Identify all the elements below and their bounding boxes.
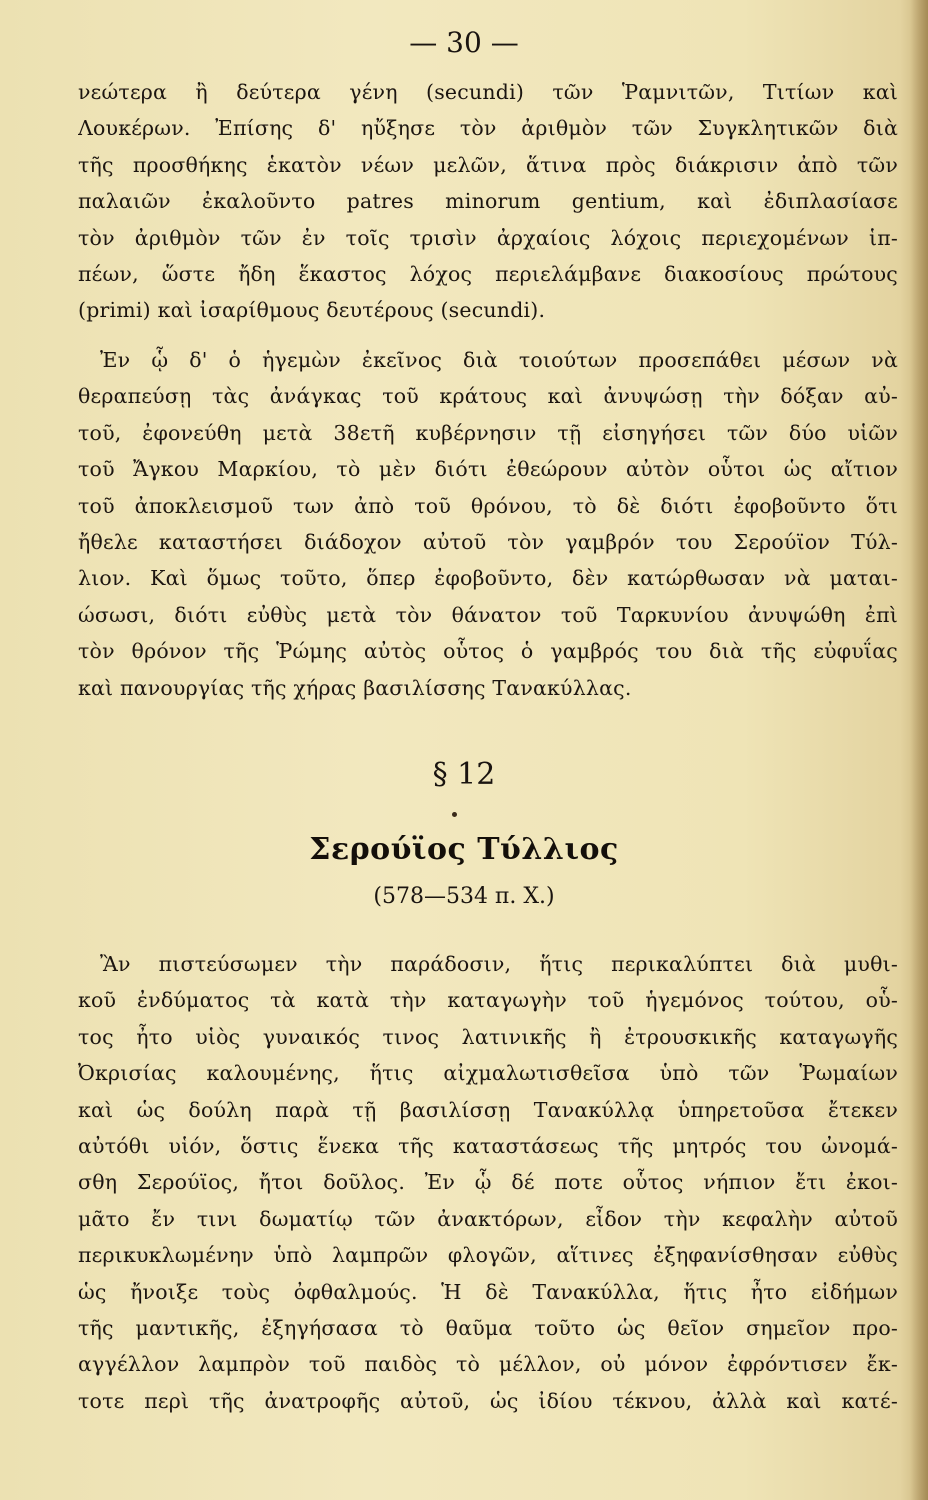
text-line: τῆς προσθήκης ἑκατὸν νέων μελῶν, ἅτινα πρὸς διάκρισιν ἀπὸ τῶν <box>78 152 898 177</box>
text-line: τοῦ Ἄγκου Μαρκίου, τὸ μὲν διότι ἐθεώρουν αὐτὸν οὗτοι ὡς αἴτιον <box>78 457 898 482</box>
text-line: αὐτόθι υἱόν, ὅστις ἕνεκα τῆς καταστάσεως τῆς μητρός του ὠνομά- <box>78 1133 898 1158</box>
text-line: μᾶτο ἔν τινι δωματίῳ τῶν ἀνακτόρων, εἶδον τὴν κεφαλὴν αὐτοῦ <box>78 1206 898 1231</box>
text-line: αγγέλλον λαμπρὸν τοῦ παιδὸς τὸ μέλλον, οὐ μόνον ἐφρόντισεν ἔκ- <box>78 1352 898 1377</box>
text-line: τοῦ ἀποκλεισμοῦ των ἀπὸ τοῦ θρόνου, τὸ δὲ διότι ἐφοβοῦντο ὅτι <box>78 493 898 518</box>
section-dates: (578—534 π. Χ.) <box>373 884 555 909</box>
section-number: § 12 <box>432 757 496 792</box>
text-line: Ὀκρισίας καλουμένης, ἥτις αἰχμαλωτισθεῖσα ὑπὸ τῶν Ῥωμαίων <box>78 1061 898 1086</box>
text-line: νεώτερα ἢ δεύτερα γένη (secundi) τῶν Ῥαμνιτῶν, Τιτίων καὶ <box>78 80 898 104</box>
text-line: τοτε περὶ τῆς ἀνατροφῆς αὐτοῦ, ὡς ἰδίου τέκνου, ἀλλὰ καὶ κατέ- <box>78 1388 898 1413</box>
text-line: ώσωσι, διότι εὐθὺς μετὰ τὸν θάνατον τοῦ Ταρκυνίου ἀνυψώθη ἐπὶ <box>78 602 898 627</box>
page-number: — 30 — <box>409 26 519 59</box>
text-line: λιον. Καὶ ὅμως τοῦτο, ὅπερ ἐφοβοῦντο, δὲν κατώρθωσαν νὰ μαται- <box>78 566 898 591</box>
ink-dot <box>452 812 457 817</box>
text-line: καὶ ὡς δούλη παρὰ τῇ βασιλίσσῃ Τανακύλλᾳ ὑπηρετοῦσα ἔτεκεν <box>78 1097 898 1122</box>
text-line: καὶ πανουργίας τῆς χήρας βασιλίσσης Τανακύλλας. <box>78 675 632 700</box>
text-line: περικυκλωμένην ὑπὸ λαμπρῶν φλογῶν, αἵτινες ἐξηφανίσθησαν εὐθὺς <box>78 1243 898 1268</box>
text-line: Ἂν πιστεύσωμεν τὴν παράδοσιν, ἥτις περικαλύπτει διὰ μυθι- <box>100 952 898 976</box>
text-line: τὸν θρόνον τῆς Ῥώμης αὐτὸς οὗτος ὁ γαμβρός του διὰ τῆς εὐφυΐας <box>78 639 898 664</box>
text-line: πέων, ὥστε ἤδη ἕκαστος λόχος περιελάμβανε διακοσίους πρώτους <box>78 261 898 286</box>
text-line: Λουκέρων. Ἐπίσης δ' ηὔξησε τὸν ἀριθμὸν τῶν Συγκλητικῶν διὰ <box>78 116 898 141</box>
paragraph-roman-cavalry <box>78 74 898 329</box>
text-line: τοῦ, ἐφονεύθη μετὰ 38ετῆ κυβέρνησιν τῇ εἰσηγήσει τῶν δύο υἱῶν <box>78 420 898 445</box>
text-line: ἤθελε καταστήσει διάδοχον αὐτοῦ τὸν γαμβρόν του Σερούϊον Τύλ- <box>78 529 898 554</box>
text-line: ὡς ἤνοιξε τοὺς ὀφθαλμούς. Ἡ δὲ Τανακύλλα, ἥτις ἦτο εἰδήμων <box>78 1279 898 1304</box>
text-line: σθη Σερούϊος, ἤτοι δοῦλος. Ἐν ᾧ δέ ποτε οὗτος νήπιον ἔτι ἐκοι- <box>78 1170 898 1195</box>
text-line: τος ἦτο υἱὸς γυναικός τινος λατινικῆς ἢ ἐτρουσκικῆς καταγωγῆς <box>78 1024 898 1049</box>
text-line: τὸν ἀριθμὸν τῶν ἐν τοῖς τρισὶν ἀρχαίοις λόχοις περιεχομένων ἱπ- <box>78 225 898 250</box>
section-title: Σερούϊος Τύλλιος <box>309 832 619 867</box>
text-line: (primi) καὶ ἰσαρίθμους δευτέρους (secundi). <box>78 298 546 323</box>
paragraph-servius-origin <box>78 946 898 1419</box>
text-line: Ἐν ᾧ δ' ὁ ἡγεμὼν ἐκεῖνος διὰ τοιούτων προσεπάθει μέσων νὰ <box>100 348 898 372</box>
paragraph-murder-of-tarquinius <box>78 342 898 706</box>
text-line: κοῦ ἐνδύματος τὰ κατὰ τὴν καταγωγὴν τοῦ ἡγεμόνος τούτου, οὗ- <box>78 988 898 1013</box>
text-line: θεραπεύσῃ τὰς ἀνάγκας τοῦ κράτους καὶ ἀνυψώσῃ τὴν δόξαν αὐ- <box>78 384 898 409</box>
text-line: παλαιῶν ἐκαλοῦντο patres minorum gentium, καὶ ἐδιπλασίασε <box>78 189 898 214</box>
text-line: τῆς μαντικῆς, ἐξηγήσασα τὸ θαῦμα τοῦτο ὡς θεῖον σημεῖον προ- <box>78 1315 898 1340</box>
